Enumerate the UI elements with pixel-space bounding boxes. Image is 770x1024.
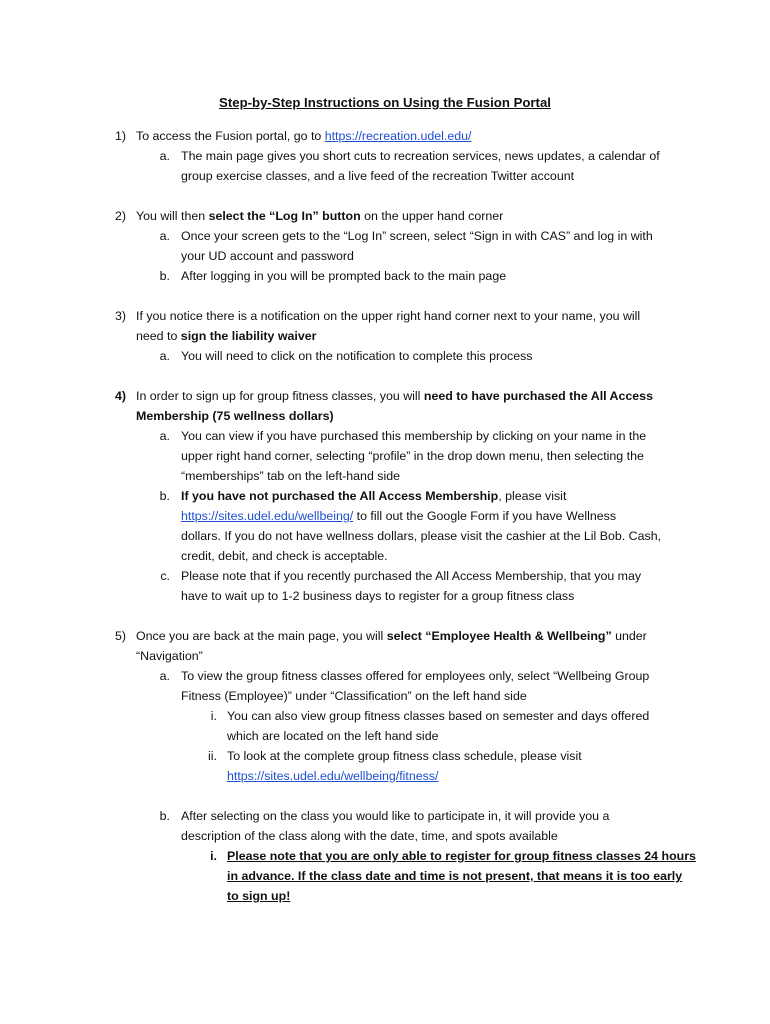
- step-2-post: on the upper hand corner: [360, 209, 504, 223]
- step-3-line-2: [136, 326, 316, 346]
- step-4b-line-1: [181, 486, 566, 506]
- step-2a-marker: a.: [159, 229, 170, 243]
- step-4-marker: 4): [114, 389, 126, 403]
- wellbeing-link[interactable]: https://sites.udel.edu/wellbeing/: [181, 509, 354, 523]
- recreation-link[interactable]: https://recreation.udel.edu/: [324, 129, 472, 143]
- step-5ai-marker: i.: [210, 709, 217, 723]
- step-5bi-line-1: Please note that you are only able to register for group fitness classes 24 hours: [227, 849, 696, 863]
- step-4-bold-1: need to have purchased the All Access: [423, 389, 653, 403]
- step-4c-line-2: have to wait up to 1-2 business days to register for a group fitness class: [181, 589, 575, 603]
- step-5-marker: 5): [114, 629, 126, 643]
- step-3-marker: 3): [114, 309, 126, 323]
- step-1-line-1: [136, 126, 471, 146]
- step-5a-line-1: To view the group fitness classes offered for employees only, select “Wellbeing Group: [181, 669, 650, 683]
- step-4b-bold: If you have not purchased the All Access Membership: [181, 489, 499, 503]
- step-4b-line-3: dollars. If you do not have wellness dollars, please visit the cashier at the Lil Bob. Cash,: [181, 529, 662, 543]
- step-4-line-2: [136, 406, 334, 426]
- step-4a-line-1: You can view if you have purchased this membership by clicking on your name in the: [181, 429, 647, 443]
- step-4c-line-1: Please note that if you recently purchased the All Access Membership, that you may: [181, 569, 642, 583]
- step-5b-line-2: description of the class along with the date, time, and spots available: [181, 829, 558, 843]
- step-4a-marker: a.: [159, 429, 170, 443]
- step-3-bold: sign the liability waiver: [180, 329, 317, 343]
- step-5ai-line-2: which are located on the left hand side: [227, 729, 439, 743]
- step-5-pre: Once you are back at the main page, you will: [136, 629, 387, 643]
- step-4-bold-2: Membership (75 wellness dollars): [136, 409, 334, 423]
- step-2b-line-1: After logging in you will be prompted back to the main page: [181, 269, 507, 283]
- step-4c-marker: c.: [160, 569, 170, 583]
- step-5-post: under: [611, 629, 647, 643]
- step-2-marker: 2): [114, 209, 126, 223]
- document-title: Step-by-Step Instructions on Using the Fusion Portal: [219, 95, 551, 110]
- step-5aii-line-1: To look at the complete group fitness class schedule, please visit: [227, 749, 582, 763]
- step-5-bold: select “Employee Health & Wellbeing”: [386, 629, 612, 643]
- step-3a-line-1: You will need to click on the notification to complete this process: [181, 349, 533, 363]
- step-5bi-marker: i.: [210, 849, 217, 863]
- step-2-pre: You will then: [136, 209, 209, 223]
- step-4a-line-3: “memberships” tab on the left-hand side: [181, 469, 401, 483]
- step-5a-marker: a.: [159, 669, 170, 683]
- step-3a-marker: a.: [159, 349, 170, 363]
- step-2b-marker: b.: [159, 269, 170, 283]
- step-4b-line-4: credit, debit, and check is acceptable.: [181, 549, 388, 563]
- step-5-line-2: “Navigation”: [136, 649, 203, 663]
- step-4b-post: , please visit: [498, 489, 567, 503]
- step-5-line-1: [136, 626, 647, 646]
- fitness-schedule-link[interactable]: https://sites.udel.edu/wellbeing/fitness/: [227, 769, 439, 783]
- step-4b-line-2: [181, 506, 616, 526]
- step-1-marker: 1): [114, 129, 126, 143]
- step-1-text: To access the Fusion portal, go to: [136, 129, 325, 143]
- step-5bi-line-2: in advance. If the class date and time is not present, that means it is too early: [227, 869, 683, 883]
- step-2-bold: select the “Log In” button: [208, 209, 361, 223]
- step-4b-marker: b.: [159, 489, 170, 503]
- step-5bi-line-3: to sign up!: [227, 889, 291, 903]
- step-5a-line-2: Fitness (Employee)” under “Classification” on the left hand side: [181, 689, 527, 703]
- step-4b-line-2-text: to fill out the Google Form if you have Wellness: [353, 509, 617, 523]
- step-1a-line-2: group exercise classes, and a live feed of the recreation Twitter account: [181, 169, 575, 183]
- step-3-pre: need to: [136, 329, 181, 343]
- step-5b-marker: b.: [159, 809, 170, 823]
- step-4-line-1: [136, 386, 653, 406]
- step-5aii-line-2: [227, 766, 438, 786]
- step-1a-line-1: The main page gives you short cuts to recreation services, news updates, a calendar of: [181, 149, 660, 163]
- step-5aii-marker: ii.: [208, 749, 217, 763]
- step-1a-marker: a.: [159, 149, 170, 163]
- step-2a-line-2: your UD account and password: [181, 249, 354, 263]
- step-4a-line-2: upper right hand corner, selecting “profile” in the drop down menu, then selecting the: [181, 449, 644, 463]
- step-5b-line-1: After selecting on the class you would like to participate in, it will provide you a: [181, 809, 610, 823]
- step-5ai-line-1: You can also view group fitness classes based on semester and days offered: [227, 709, 650, 723]
- step-4-pre: In order to sign up for group fitness classes, you will: [136, 389, 424, 403]
- step-3-line-1: If you notice there is a notification on the upper right hand corner next to your name, you will: [136, 309, 641, 323]
- step-2a-line-1: Once your screen gets to the “Log In” screen, select “Sign in with CAS” and log in with: [181, 229, 653, 243]
- step-2-line-1: [136, 206, 503, 226]
